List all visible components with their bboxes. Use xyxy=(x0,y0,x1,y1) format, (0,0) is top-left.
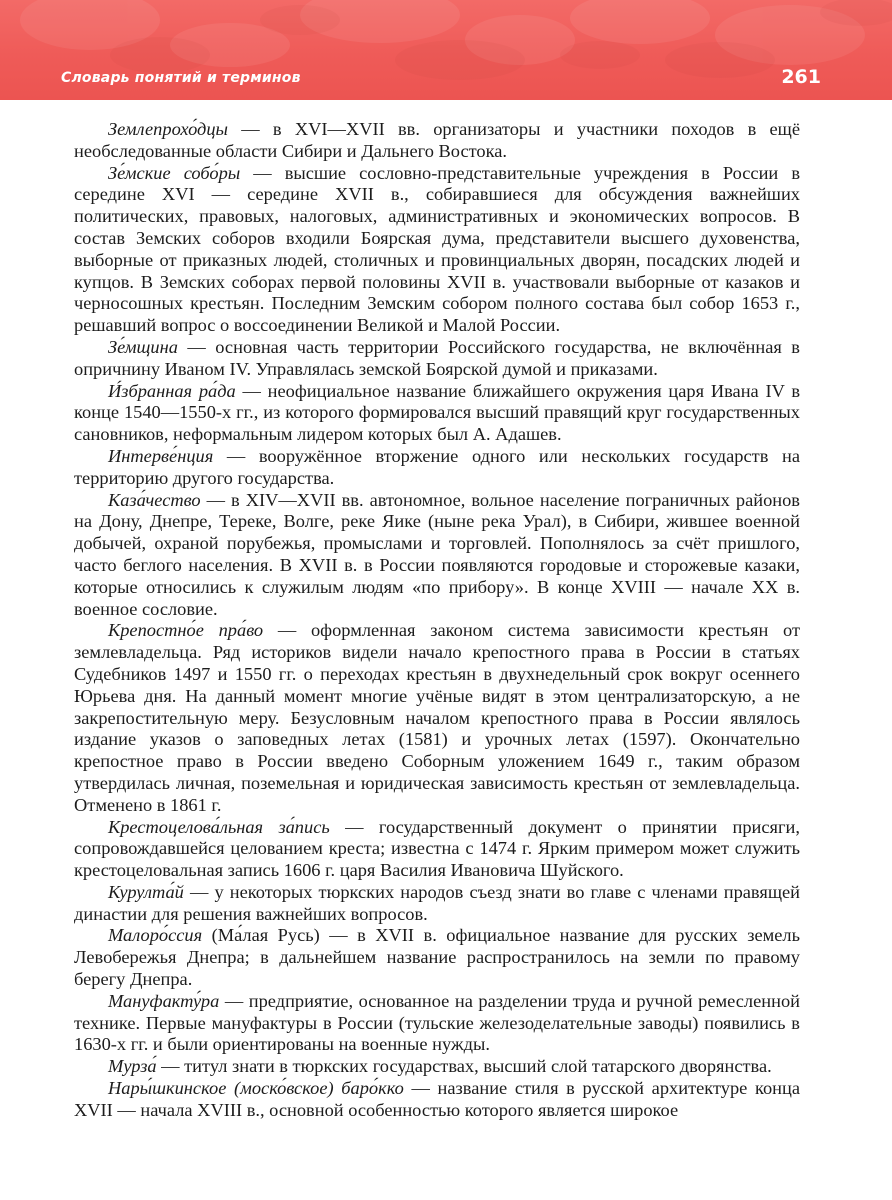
glossary-definition: — у некоторых тюркских народов съезд знати во главе с членами правящей династии для решения важнейших вопросов. xyxy=(74,881,800,924)
glossary-term: Интерве́нция xyxy=(108,445,214,466)
glossary-entry xyxy=(74,446,800,490)
glossary-term: Мануфакту́ра xyxy=(108,990,220,1011)
glossary-entry xyxy=(74,1056,800,1078)
glossary-definition: — оформленная законом система зависимости крестьян от землевладельца. Ряд историков видели начало крепостного права в России в статьях Судебников 1497 и 1550 гг. о переходах крестьян в двухнедельный срок вокруг осеннего Юрьева дня. На данный момент многие учёные видят в этом централизаторскую, а не закрепостительную меру. Безусловным началом крепостного права в России являлось издание указов о заповедных летах (1581) и урочных летах (1597). Окончательно крепостное право в России введено Соборным уложением 1649 г., таким образом утвердилась личная, поземельная и юридическая зависимость крестьян от землевладельца. Отменено в 1861 г. xyxy=(74,620,800,815)
glossary-entry xyxy=(74,381,800,446)
glossary-entry xyxy=(74,620,800,816)
glossary-definition: — высшие сословно-представительные учреждения в России в середине XVI — середине XVII в., собиравшиеся для обсуждения важнейших политических, правовых, налоговых, административных и экономических вопросов. В состав Земских соборов входили Боярская дума, представители высшего духовенства, выборные от приказных людей, столичных и провинциальных дворян, посадских людей и купцов. В Земских соборах первой половины XVII в. участвовали выборные от казаков и черносошных крестьян. Последним Земским собором полного состава был собор 1653 г., решавший вопрос о воссоединении Великой и Малой России. xyxy=(74,162,800,336)
glossary-term: Нары́шкинское (моско́вское) баро́кко xyxy=(108,1078,404,1099)
glossary-definition: — неофициальное название ближайшего окружения царя Ивана IV в конце 1540—1550-х гг., из которого формировался высший правящий круг государственных сановников, неформальным лидером которых был А. Адашев. xyxy=(74,380,800,445)
glossary-entry xyxy=(74,817,800,882)
page-number: 261 xyxy=(781,66,821,88)
glossary-term: Крестоцелова́льная за́пись xyxy=(108,816,330,837)
glossary-entry xyxy=(74,1078,800,1122)
glossary-definition: — название стиля в русской архитектуре конца XVII — начала XVIII в., основной особенностью которого является широкое xyxy=(74,1078,801,1120)
glossary-term: Курулта́й xyxy=(108,881,184,902)
glossary-term: Крепостно́е пра́во xyxy=(108,620,264,641)
glossary-term: Малоро́ссия xyxy=(108,925,203,946)
glossary-definition: — в XVI—XVII вв. организаторы и участники походов в ещё необследованные области Сибири и Дальнего Востока. xyxy=(74,119,800,161)
glossary-definition: — в XIV—XVII вв. автономное, вольное население пограничных районов на Дону, Днепре, Тереке, Волге, реке Яике (ныне река Урал), в Сибири, жившее военной добычей, охраной порубежья, промыслами и торговлей. Пополнялось за счёт пришлого, часто беглого населения. В XVII в. в России появляются городовые и сторожевые казаки, которые относились к служилым людям «по прибору». В конце XVIII — начале XX в. военное сословие. xyxy=(74,489,800,619)
glossary-entry xyxy=(74,991,800,1056)
glossary-entry xyxy=(74,337,800,381)
glossary-definition: — основная часть территории Российского государства, не включённая в опричнину Иваном IV. Управлялась земской Боярской думой и приказами. xyxy=(74,336,800,379)
glossary-term: Каза́чество xyxy=(108,489,201,510)
glossary-entry xyxy=(74,882,800,926)
glossary-entry xyxy=(74,163,800,337)
glossary-term: Зе́мщина xyxy=(108,336,178,357)
glossary-entry xyxy=(74,119,800,163)
glossary-entry xyxy=(74,490,800,621)
glossary-definition: (Ма́лая Русь) — в XVII в. официальное название для русских земель Левобережья Днепра; в дальнейшем название распространилось на земли по правому берегу Днепра. xyxy=(74,925,800,990)
glossary-entry xyxy=(74,925,800,990)
glossary-content xyxy=(74,119,800,1122)
glossary-definition: — титул знати в тюркских государствах, высший слой татарского дворянства. xyxy=(156,1056,772,1077)
glossary-definition: — вооружённое вторжение одного или нескольких государств на территорию другого государства. xyxy=(74,445,800,488)
section-title: Словарь понятий и терминов xyxy=(61,70,301,86)
glossary-definition: — предприятие, основанное на разделении труда и ручной ремесленной технике. Первые мануфактуры в России (тульские железоделательные заводы) появились в 1630-х гг. и были ориентированы на военные нужды. xyxy=(74,990,800,1055)
glossary-definition: — государственный документ о принятии присяги, сопровождавшейся целованием креста; известна с 1474 г. Ярким примером может служить крестоцеловальная запись 1606 г. царя Василия Ивановича Шуйского. xyxy=(74,816,800,881)
header-band xyxy=(0,0,892,100)
glossary-term: Землепрохо́дцы xyxy=(108,119,229,139)
glossary-term: Зе́мские собо́ры xyxy=(108,162,241,183)
glossary-term: Мурза́ xyxy=(108,1056,157,1077)
glossary-term: И́збранная ра́да xyxy=(108,380,236,401)
